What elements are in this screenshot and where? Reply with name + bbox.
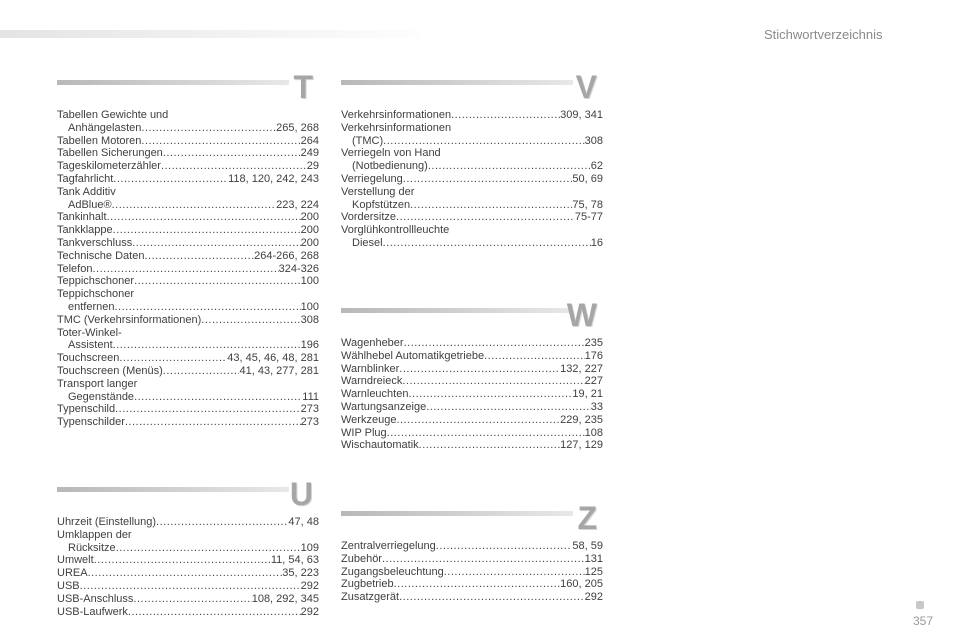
index-entry <box>57 352 319 365</box>
index-entry-line <box>57 147 319 160</box>
dot-leader <box>383 135 584 148</box>
index-entry <box>341 401 603 414</box>
section-divider-line <box>341 80 573 85</box>
index-entry <box>341 439 603 452</box>
dot-leader <box>382 553 585 566</box>
dot-leader <box>114 301 300 314</box>
section-letter: T <box>293 69 313 105</box>
page-reference: 109 <box>300 541 319 554</box>
index-section-u <box>57 474 319 618</box>
section-heading <box>341 67 603 113</box>
index-term: Zusatzgerät <box>341 591 400 604</box>
dot-leader <box>94 554 271 567</box>
page-reference: 111 <box>302 390 319 403</box>
index-term: Anhängelasten <box>68 121 142 134</box>
dot-leader <box>399 363 560 376</box>
index-term: Tank Additiv <box>57 185 116 198</box>
index-term: TMC (Verkehrsinformationen) <box>57 313 202 326</box>
index-entry <box>57 314 319 327</box>
index-entry-line <box>341 427 603 440</box>
page-reference: 108, 292, 345 <box>251 592 319 605</box>
page-reference: 118, 120, 242, 243 <box>228 172 319 185</box>
index-entry-line <box>341 388 603 401</box>
page-reference: 292 <box>300 605 319 618</box>
index-term: Warnleuchten <box>341 388 409 401</box>
page-reference: 264 <box>300 134 319 147</box>
index-section-t <box>57 67 319 429</box>
page-reference: 108 <box>584 426 603 439</box>
index-entry <box>57 327 319 353</box>
page-reference: 100 <box>300 300 319 313</box>
dot-leader <box>134 391 302 404</box>
index-entry-subline <box>57 391 319 404</box>
index-entry-subline <box>57 339 319 352</box>
dot-leader <box>80 580 301 593</box>
index-entry <box>57 173 319 186</box>
index-entry <box>57 275 319 288</box>
index-term: USB <box>57 579 80 592</box>
index-entry-line <box>57 211 319 224</box>
index-entry-subline <box>341 237 603 250</box>
index-entry <box>341 578 603 591</box>
page-reference: 308 <box>300 313 319 326</box>
dot-leader <box>125 416 301 429</box>
index-entry-line <box>341 211 603 224</box>
index-entry-line <box>57 263 319 276</box>
index-entry-line <box>341 173 603 186</box>
page-reference: 127, 129 <box>560 439 603 452</box>
index-term: Technische Daten <box>57 249 145 262</box>
index-term: (Notbedienung) <box>352 160 428 173</box>
index-entry <box>57 147 319 160</box>
index-entry-line <box>57 135 319 148</box>
index-term: Rücksitze <box>68 541 116 554</box>
index-term: entfernen <box>68 300 115 313</box>
dot-leader <box>112 199 277 212</box>
page-reference: 324-326 <box>278 262 319 275</box>
index-entry-list <box>341 337 603 452</box>
index-term: Verstellung der <box>341 185 415 198</box>
index-term: (TMC) <box>352 134 384 147</box>
section-heading <box>57 474 319 520</box>
dot-leader <box>113 173 228 186</box>
page-reference: 200 <box>300 236 319 249</box>
index-term: Typenschilder <box>57 416 125 429</box>
index-term: Touchscreen <box>57 352 120 365</box>
index-entry-line <box>341 224 603 237</box>
index-term: WIP Plug <box>341 426 387 439</box>
index-entry-line <box>341 553 603 566</box>
page-reference: 35, 223 <box>282 567 319 580</box>
corner-decoration <box>916 601 924 609</box>
index-entry-line <box>57 580 319 593</box>
dot-leader <box>444 566 585 579</box>
dot-leader <box>132 237 300 250</box>
page-reference: 11, 54, 63 <box>270 554 319 567</box>
page-reference: 47, 48 <box>288 516 319 528</box>
index-entry-line <box>341 350 603 363</box>
page-reference: 100 <box>300 275 319 288</box>
index-entry-line <box>341 122 603 135</box>
index-term: UREA <box>57 567 88 580</box>
dot-leader <box>113 339 301 352</box>
index-term: Diesel <box>352 236 383 249</box>
page-reference: 132, 227 <box>560 362 603 375</box>
dot-leader <box>383 237 591 250</box>
index-term: Verriegeln von Hand <box>341 147 441 160</box>
index-entry <box>341 224 603 250</box>
section-letter: U <box>289 476 313 512</box>
index-term: Wählhebel Automatikgetriebe <box>341 349 485 362</box>
index-term: Telefon <box>57 262 93 275</box>
dot-leader <box>428 160 591 173</box>
page-reference: 62 <box>590 160 603 173</box>
page-reference: 264-266, 268 <box>254 249 319 262</box>
index-term: Touchscreen (Menüs) <box>57 364 163 377</box>
index-entry <box>57 135 319 148</box>
index-entry-line <box>57 327 319 340</box>
index-entry-list <box>57 109 319 429</box>
index-term: Toter-Winkel- <box>57 326 122 339</box>
index-entry <box>57 606 319 619</box>
index-term: Zugangsbeleuchtung <box>341 565 444 578</box>
index-term: Tankverschluss <box>57 236 133 249</box>
page-reference: 292 <box>300 579 319 592</box>
index-term: Uhrzeit (Einstellung) <box>57 516 157 528</box>
index-entry-line <box>57 288 319 301</box>
index-term: Umwelt <box>57 554 94 567</box>
page-reference: 58, 59 <box>572 540 603 552</box>
index-entry <box>57 160 319 173</box>
index-entry <box>341 363 603 376</box>
dot-leader <box>408 388 572 401</box>
dot-leader <box>201 314 300 327</box>
index-entry-line <box>341 439 603 452</box>
index-term: Umklappen der <box>57 528 132 541</box>
index-term: USB-Laufwerk <box>57 605 128 618</box>
section-letter: W <box>566 297 597 333</box>
index-entry-subline <box>341 135 603 148</box>
dot-leader <box>396 211 575 224</box>
dot-leader <box>403 173 573 186</box>
index-entry-line <box>57 160 319 173</box>
index-entry-line <box>57 554 319 567</box>
index-term: Zugbetrieb <box>341 578 394 591</box>
dot-leader <box>141 122 276 135</box>
index-entry <box>57 554 319 567</box>
page-reference: 200 <box>300 211 319 224</box>
index-entry-line <box>57 314 319 327</box>
index-term: USB-Anschluss <box>57 592 134 605</box>
page-reference: 223, 224 <box>276 198 319 211</box>
page-reference: 41, 43, 277, 281 <box>239 364 319 377</box>
index-term: Typenschild <box>57 403 116 416</box>
index-term: Tankinhalt <box>57 211 107 224</box>
index-term: Teppichschoner <box>57 275 135 288</box>
page-reference: 43, 45, 46, 48, 281 <box>227 352 319 365</box>
page-reference: 265, 268 <box>276 121 319 134</box>
index-entry-line <box>57 567 319 580</box>
dot-leader <box>92 263 278 276</box>
page-reference: 235 <box>584 337 603 349</box>
index-entry-list <box>341 109 603 250</box>
index-entry-subline <box>341 199 603 212</box>
dot-leader <box>119 352 227 365</box>
index-entry-line <box>57 593 319 606</box>
index-entry <box>341 350 603 363</box>
page-reference: 200 <box>300 224 319 237</box>
page-header-title: Stichwortverzeichnis <box>764 27 883 42</box>
index-term: Tabellen Motoren <box>57 134 142 147</box>
dot-leader <box>88 567 283 580</box>
dot-leader <box>144 250 254 263</box>
index-entry-line <box>57 250 319 263</box>
index-entry <box>341 147 603 173</box>
dot-leader <box>484 350 585 363</box>
page-reference: 196 <box>300 339 319 352</box>
index-entry <box>57 365 319 378</box>
index-entry-subline <box>341 160 603 173</box>
page-reference: 33 <box>590 400 603 413</box>
page-reference: 308 <box>584 134 603 147</box>
index-entry <box>57 237 319 250</box>
page-reference: 227 <box>584 375 603 388</box>
page-reference: 19, 21 <box>572 388 603 401</box>
index-entry-line <box>341 566 603 579</box>
index-entry-list <box>57 516 319 618</box>
page-reference: 273 <box>300 416 319 429</box>
index-entry-line <box>57 378 319 391</box>
index-entry <box>341 173 603 186</box>
page-reference: 176 <box>584 349 603 362</box>
index-term: Assistent <box>68 339 113 352</box>
page-reference: 125 <box>584 565 603 578</box>
section-heading <box>57 67 319 113</box>
index-entry-line <box>57 186 319 199</box>
dot-leader <box>113 224 301 237</box>
dot-leader <box>163 365 240 378</box>
dot-leader <box>128 606 301 619</box>
index-term: Wagenheber <box>341 337 404 349</box>
index-section-z <box>341 498 603 604</box>
index-entry-line <box>341 401 603 414</box>
index-term: Transport langer <box>57 377 138 390</box>
index-term: Warndreieck <box>341 375 403 388</box>
index-entry-line <box>57 416 319 429</box>
index-term: Warnblinker <box>341 362 400 375</box>
dot-leader <box>410 199 572 212</box>
index-entry-subline <box>57 122 319 135</box>
index-section-w <box>341 295 603 452</box>
index-entry <box>57 567 319 580</box>
index-term: Verriegelung <box>341 172 403 185</box>
dot-leader <box>133 593 251 606</box>
index-entry-line <box>341 147 603 160</box>
page-reference: 75, 78 <box>572 198 603 211</box>
index-entry-line <box>57 403 319 416</box>
index-entry <box>57 403 319 416</box>
dot-leader <box>107 211 301 224</box>
dot-leader <box>394 578 561 591</box>
dot-leader <box>134 275 301 288</box>
index-entry-subline <box>57 542 319 555</box>
index-section-v <box>341 67 603 250</box>
dot-leader <box>116 542 301 555</box>
dot-leader <box>399 591 585 604</box>
index-entry <box>57 211 319 224</box>
index-term: Tabellen Gewichte und <box>57 109 169 121</box>
dot-leader <box>115 403 301 416</box>
index-entry-line <box>341 186 603 199</box>
dot-leader <box>426 401 591 414</box>
index-entry-line <box>57 606 319 619</box>
page-reference: 309, 341 <box>560 109 603 121</box>
index-term: Vorglühkontrollleuchte <box>341 224 450 237</box>
page-reference: 292 <box>584 591 603 604</box>
page-reference: 273 <box>300 403 319 416</box>
index-term: Vordersitze <box>341 211 397 224</box>
index-term: Tabellen Sicherungen <box>57 147 163 160</box>
index-entry-line <box>57 352 319 365</box>
index-entry-line <box>57 237 319 250</box>
index-entry-line <box>57 275 319 288</box>
index-entry <box>341 388 603 401</box>
page-number: 357 <box>913 614 934 628</box>
section-heading <box>341 498 603 544</box>
page-reference: 50, 69 <box>572 172 603 185</box>
index-term: AdBlue® <box>68 198 112 211</box>
index-entry-line <box>341 578 603 591</box>
index-entry-line <box>57 365 319 378</box>
index-entry <box>341 211 603 224</box>
index-entry-line <box>341 375 603 388</box>
index-term: Teppichschoner <box>57 288 135 301</box>
index-entry <box>341 427 603 440</box>
index-entry <box>57 288 319 314</box>
index-entry <box>341 186 603 212</box>
index-entry-subline <box>57 199 319 212</box>
index-entry <box>341 553 603 566</box>
index-entry <box>57 593 319 606</box>
dot-leader <box>163 147 301 160</box>
page-reference: 160, 205 <box>560 578 603 591</box>
index-entry-line <box>57 173 319 186</box>
dot-leader <box>402 375 584 388</box>
page-reference: 16 <box>590 236 603 249</box>
index-entry <box>57 263 319 276</box>
index-entry-line <box>341 414 603 427</box>
index-term: Wischautomatik <box>341 439 419 452</box>
index-term: Gegenstände <box>68 390 135 403</box>
index-entry <box>57 224 319 237</box>
index-term: Wartungsanzeige <box>341 400 427 413</box>
page-reference: 249 <box>300 147 319 160</box>
index-entry <box>341 566 603 579</box>
index-term: Tagfahrlicht <box>57 172 114 185</box>
index-entry <box>341 375 603 388</box>
page-reference: 131 <box>584 552 603 565</box>
dot-leader <box>161 160 307 173</box>
index-entry <box>57 378 319 404</box>
index-term: Zentralverriegelung <box>341 540 436 552</box>
top-decorative-bar <box>0 30 420 38</box>
index-entry-line <box>57 224 319 237</box>
index-entry <box>57 529 319 555</box>
dot-leader <box>396 414 560 427</box>
section-letter: Z <box>577 500 597 536</box>
section-divider-line <box>341 511 573 516</box>
index-entry-line <box>341 363 603 376</box>
index-entry <box>57 250 319 263</box>
section-heading <box>341 295 603 341</box>
index-term: Kopfstützen <box>352 198 411 211</box>
index-entry-subline <box>57 301 319 314</box>
index-entry <box>57 580 319 593</box>
index-entry <box>341 122 603 148</box>
index-entry <box>57 186 319 212</box>
dot-leader <box>387 427 585 440</box>
index-entry <box>341 414 603 427</box>
section-letter: V <box>575 69 597 105</box>
index-entry-list <box>341 540 603 604</box>
page-reference: 229, 235 <box>560 413 603 426</box>
index-entry-line <box>341 591 603 604</box>
index-term: Verkehrsinformationen <box>341 121 452 134</box>
page-reference: 75-77 <box>574 211 603 224</box>
index-term: Tankklappe <box>57 224 113 237</box>
index-term: Tageskilometerzähler <box>57 160 161 173</box>
index-entry <box>341 591 603 604</box>
index-term: Werkzeuge <box>341 413 397 426</box>
dot-leader <box>141 135 300 148</box>
section-divider-line <box>57 487 289 492</box>
section-divider-line <box>341 308 573 313</box>
page-reference: 29 <box>306 160 319 173</box>
section-divider-line <box>57 80 289 85</box>
index-term: Verkehrsinformationen <box>341 109 452 121</box>
index-entry-line <box>57 529 319 542</box>
index-entry <box>57 416 319 429</box>
index-term: Zubehör <box>341 552 382 565</box>
dot-leader <box>419 439 561 452</box>
